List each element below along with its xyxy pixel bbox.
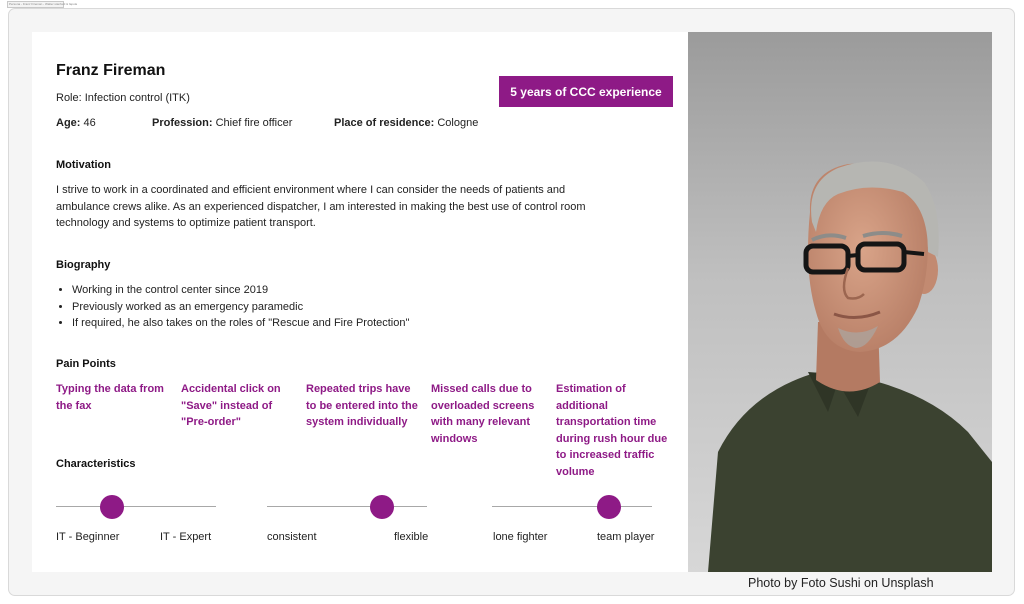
- motivation-heading: Motivation: [56, 159, 111, 171]
- residence-fact: [334, 117, 478, 129]
- pain-point-item: Typing the data from the fax: [56, 383, 164, 412]
- pain-point-item: Repeated trips have to be entered into the system individually: [306, 383, 418, 428]
- residence-label: Place of residence:: [334, 117, 435, 129]
- slider-label-left: consistent: [267, 531, 317, 543]
- persona-role: Role: Infection control (ITK): [56, 92, 190, 104]
- profession-label: Profession:: [152, 117, 213, 129]
- pain-point-item: Estimation of additional transportation time during rush hour due to increased traffic volume: [556, 383, 668, 478]
- persona-name: Franz Fireman: [56, 62, 166, 79]
- slider-knob-style[interactable]: [370, 495, 394, 519]
- characteristics-heading: Characteristics: [56, 458, 136, 470]
- window-tab-label: Persona - Franz Fireman - Walter stanford & fapola: [9, 2, 78, 6]
- biography-list: [54, 282, 409, 332]
- slider-label-left: IT - Beginner: [56, 531, 120, 543]
- slider-track-team: [492, 506, 652, 507]
- photo-caption: Photo by Foto Sushi on Unsplash: [748, 576, 934, 590]
- pain-point-item: Accidental click on "Save" instead of "Pre-order": [181, 383, 281, 428]
- slider-label-right: IT - Expert: [160, 531, 212, 543]
- slider-knob-team[interactable]: [597, 495, 621, 519]
- profession-fact: [152, 117, 292, 129]
- list-item: • If required, he also takes on the roles of "Rescue and Fire Protection": [72, 315, 409, 332]
- slider-label-right: team player: [597, 531, 655, 543]
- slider-track-style: [267, 506, 427, 507]
- pain-points-heading: Pain Points: [56, 358, 116, 370]
- pain-point-item: Missed calls due to overloaded screens with many relevant windows: [431, 383, 535, 445]
- list-item: • Previously worked as an emergency paramedic: [72, 299, 409, 316]
- residence-value: Cologne: [437, 117, 479, 129]
- experience-badge: 5 years of CCC experience: [499, 76, 673, 107]
- persona-photo: [688, 32, 992, 572]
- slider-label-left: lone fighter: [493, 531, 548, 543]
- age-label: Age:: [56, 117, 81, 129]
- profession-value: Chief fire officer: [215, 117, 293, 129]
- list-item: • Working in the control center since 2019: [72, 282, 409, 299]
- age-value: 46: [83, 117, 96, 129]
- slider-track-it: [56, 506, 216, 507]
- slider-knob-it[interactable]: [100, 495, 124, 519]
- biography-heading: Biography: [56, 259, 111, 271]
- persona-card: [32, 32, 688, 572]
- age-fact: [56, 117, 96, 129]
- portrait-illustration: [688, 32, 992, 572]
- slider-label-right: flexible: [394, 531, 429, 543]
- motivation-text: I strive to work in a coordinated and efficient environment where I can consider the needs of patients and ambulance crews alike. As an experienced dispatcher, I am interested in making the best use of control room technology and systems to optimize patient transport.: [56, 184, 586, 229]
